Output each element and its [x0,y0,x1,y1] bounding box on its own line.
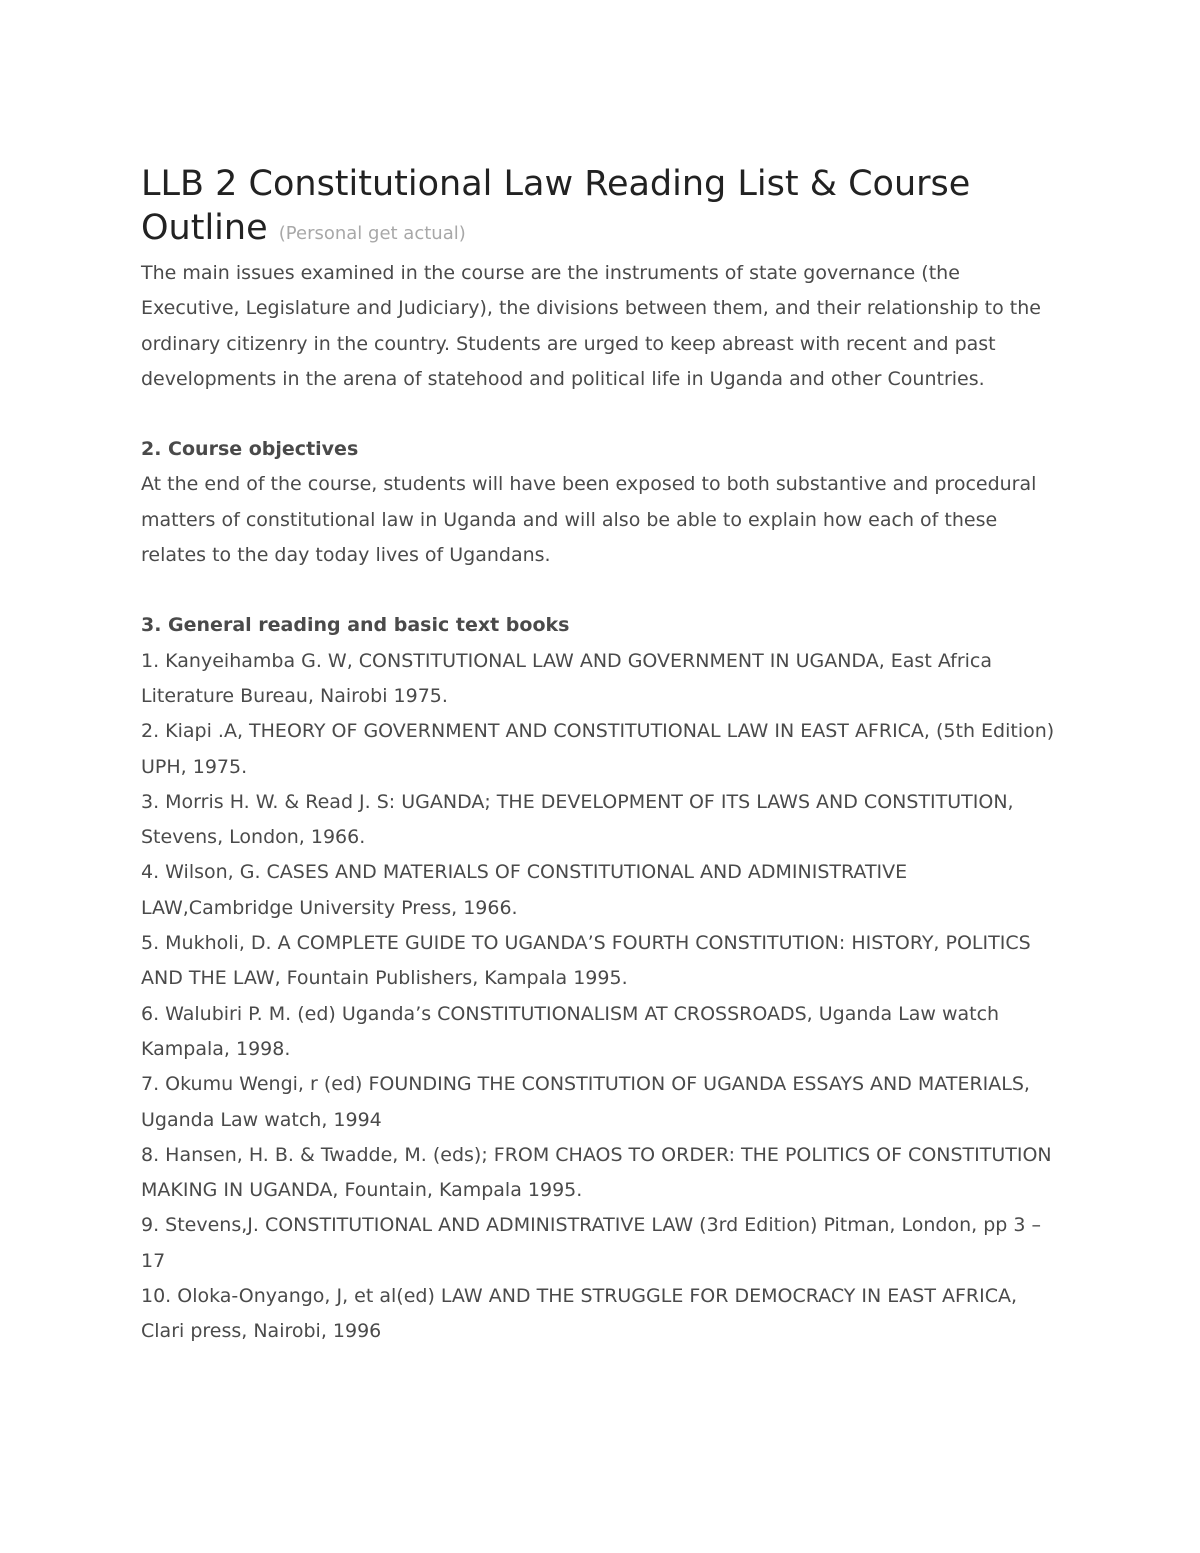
title-text: LLB 2 Constitutional Law Reading List & Course Outline [141,164,971,248]
document-page [141,162,1061,1350]
reading-item: 2. Kiapi .A, THEORY OF GOVERNMENT AND CONSTITUTIONAL LAW IN EAST AFRICA, (5th Edition) UPH, 1975. [141,720,1055,778]
intro-paragraph: The main issues examined in the course are the instruments of state governance (the Executive, Legislature and Judiciary), the divisions between them, and their relationship to the ordinary citizenry in the country. Students are urged to keep abreast with recent and past developments in the arena of statehood and political life in Uganda and other Countries. [141,262,1041,390]
document-title [141,162,1061,256]
reading-item: 9. Stevens,J. CONSTITUTIONAL AND ADMINISTRATIVE LAW (3rd Edition) Pitman, London, pp 3 – 17 [141,1214,1042,1272]
spacer [141,573,1061,608]
reading-item: 5. Mukholi, D. A COMPLETE GUIDE TO UGANDA’S FOURTH CONSTITUTION: HISTORY, POLITICS AND THE LAW, Fountain Publishers, Kampala 1995. [141,932,1031,990]
objectives-paragraph: At the end of the course, students will have been exposed to both substantive and procedural matters of constitutional law in Uganda and will also be able to explain how each of these relates to the day today lives of Ugandans. [141,473,1037,567]
reading-item: 8. Hansen, H. B. & Twadde, M. (eds); FROM CHAOS TO ORDER: THE POLITICS OF CONSTITUTION MAKING IN UGANDA, Fountain, Kampala 1995. [141,1143,1052,1202]
reading-item: 3. Morris H. W. & Read J. S: UGANDA; THE DEVELOPMENT OF ITS LAWS AND CONSTITUTION, Stevens, London, 1966. [141,790,1014,849]
objectives-heading: 2. Course objectives [141,438,359,461]
title-note: (Personal get actual) [278,223,466,244]
reading-list [141,644,1061,1350]
reading-item: 6. Walubiri P. M. (ed) Uganda’s CONSTITUTIONALISM AT CROSSROADS, Uganda Law watch Kampala, 1998. [141,1002,1000,1060]
reading-item: 7. Okumu Wengi, r (ed) FOUNDING THE CONSTITUTION OF UGANDA ESSAYS AND MATERIALS, Uganda Law watch, 1994 [141,1073,1030,1131]
spacer [141,397,1061,432]
reading-heading: 3. General reading and basic text books [141,614,570,637]
reading-item: 10. Oloka-Onyango, J, et al(ed) LAW AND THE STRUGGLE FOR DEMOCRACY IN EAST AFRICA, Clari press, Nairobi, 1996 [141,1285,1018,1343]
reading-item: 4. Wilson, G. CASES AND MATERIALS OF CONSTITUTIONAL AND ADMINISTRATIVE LAW,Cambridge University Press, 1966. [141,861,908,919]
reading-item: 1. Kanyeihamba G. W, CONSTITUTIONAL LAW AND GOVERNMENT IN UGANDA, East Africa Literature Bureau, Nairobi 1975. [141,649,993,707]
